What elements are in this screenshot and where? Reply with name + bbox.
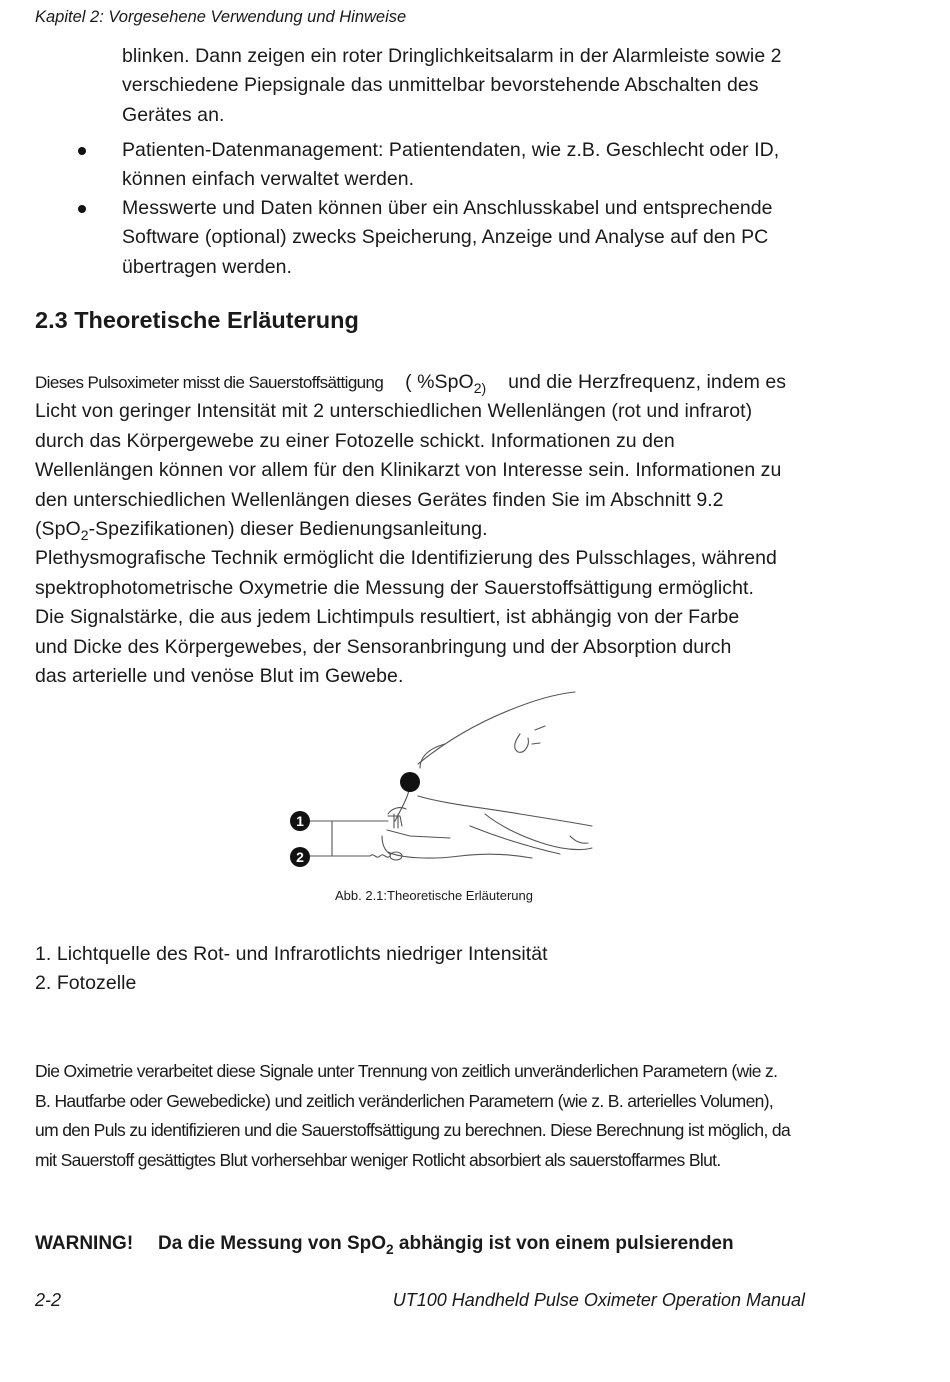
figure-caption: Abb. 2.1:Theoretische Erläuterung [334,888,533,903]
finger-tip-curve [420,744,445,768]
theory-line-6 [35,515,786,544]
theory-line: und Dicke des Körpergewebes, der Sensoranbringung und der Absorption durch [35,635,732,658]
theory-line-1-end: und die Herzfrequenz, indem es [508,371,787,393]
warning-label: WARNING! [35,1233,134,1254]
finger-sensor-drawing [270,686,600,881]
bullet-dot-icon [78,147,86,155]
warning-line [35,1233,734,1255]
manual-title: UT100 Handheld Pulse Oximeter Operation Manual [392,1290,805,1310]
spo2-spec-rest: -Spezifikationen) dieser Bedienungsanleitung. [88,518,488,541]
theory-line: Wellenlängen können vor allem für den Klinikarzt von Interesse sein. Informationen zu [35,459,782,482]
theory-line-1 [35,368,786,397]
finger-sensor-illustration [270,686,600,881]
oximetry-line: B. Hautfarbe oder Gewebedicke) und zeitlich veränderlichen Parametern (wie z. B. arterielles Volumen), [35,1090,774,1111]
figure-legend [35,940,548,999]
oximetry-line: mit Sauerstoff gesättigtes Blut vorhersehbar weniger Rotlicht absorbiert als sauerstoffarmes Blut. [35,1149,721,1170]
theory-line: Plethysmografische Technik ermöglicht die Identifizierung des Pulsschlages, während [35,547,777,570]
spo2-spec-term: (SpO [35,518,81,541]
bullet-line: Messwerte und Daten können über ein Anschlusskabel und entsprechende [122,197,773,219]
oximetry-line: Die Oximetrie verarbeitet diese Signale unter Trennung von zeitlich unveränderlichen Parametern (wie z. [35,1061,778,1081]
finger-outline-bottom [418,796,592,826]
marker-1-label: 1 [296,813,304,829]
bullet-line: können einfach verwaltet werden. [122,168,415,191]
intro-line: verschiedene Piepsignale das unmittelbar bevorstehende Abschalten des [122,74,759,97]
theory-line: den unterschiedlichen Wellenlängen dieses Gerätes finden Sie im Abschnitt 9.2 [35,488,724,511]
section-heading: 2.3 Theoretische Erläuterung [35,307,359,333]
theory-line: das arterielle und venöse Blut im Gewebe. [35,665,404,688]
bullet-line: Software (optional) zwecks Speicherung, Anzeige und Analyse auf den PC [122,226,769,249]
warning-subscript: 2 [386,1241,394,1257]
spo2-spec-subscript: 2 [80,526,89,543]
theory-line: Licht von geringer Intensität mit 2 unterschiedlichen Wellenlängen (rot und infrarot) [35,400,753,423]
spo2-subscript: 2) [473,379,487,396]
intro-line: Gerätes an. [122,103,225,126]
chapter-header: Kapitel 2: Vorgesehene Verwendung und Hinweise [35,8,407,26]
finger-outline-top [418,692,575,764]
bullet-line: übertragen werden. [122,255,293,278]
spo2-term: ( %SpO [405,371,474,393]
theory-line: spektrophotometrische Oxymetrie die Messung der Sauerstoffsättigung ermöglicht. [35,576,754,599]
oximetry-line: um den Puls zu identifizieren und die Sauerstoffsättigung zu berechnen. Diese Berechnung ist möglich, da [35,1120,791,1141]
cable-coil [370,855,390,857]
theory-paragraph [35,368,786,691]
bullet-dot-icon [78,205,86,213]
theory-line: Die Signalstärke, die aus jedem Lichtimpuls resultiert, ist abhängig von der Farbe [35,606,740,629]
knuckle-mark [515,734,529,752]
warning-text-end: abhängig ist von einem pulsierenden [393,1233,734,1254]
theory-line: durch das Körpergewebe zu einer Fotozelle schickt. Informationen zu den [35,429,675,452]
marker-2-label: 2 [296,849,304,865]
page-number: 2-2 [35,1290,62,1310]
theory-line-1-start: Dieses Pulsoximeter misst die Sauerstoffsättigung [35,373,384,392]
intro-continuation [122,42,782,130]
warning-text-start: Da die Messung von SpO [158,1233,387,1254]
legend-item: 1. Lichtquelle des Rot- und Infrarotlichts niedriger Intensität [35,943,548,965]
legend-item: 2. Fotozelle [35,972,137,995]
intro-line: blinken. Dann zeigen ein roter Dringlichkeitsalarm in der Alarmleiste sowie 2 [122,45,782,67]
oximetry-paragraph [35,1057,790,1175]
light-source-dot [400,772,420,792]
bullet-line: Patienten-Datenmanagement: Patientendaten, wie z.B. Geschlecht oder ID, [122,139,780,161]
